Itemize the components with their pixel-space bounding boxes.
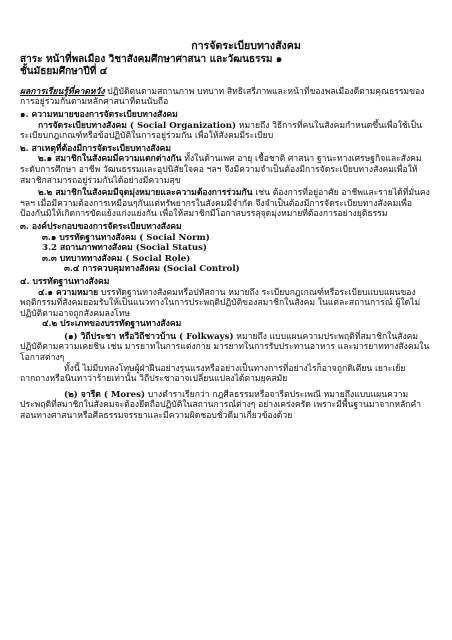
grade-line: ชั้นมัธยมศึกษาปีที่ ๔ [20,66,108,78]
folkways-text: หมายถึง แบบแผนความประพฤติที่สมาชิกในสังคมปฏิบัติตามความเคยชิน เช่น มารยาทในการแต่งกาย มารยาทในการรับประทานอาหาร และมารยาททางสังคมในโอกาสต่างๆ [20,331,430,364]
folkways-paragraph [20,332,432,364]
section-2-heading: ๒. สาเหตุที่ต้องมีการจัดระเบียบทางสังคม [20,143,172,154]
section-2-1-label: ๒.๑ สมาชิกในสังคมมีความแตกต่างกัน [38,154,182,165]
section-2-1 [20,154,432,186]
mores-text: บางตำราเรียกว่า กฎศีลธรรมหรือจารีตประเพณี หมายถึงแบบแผนความประพฤติที่สมาชิกในสังคมจะต้องยึดถือปฏิบัติในสถานการณ์ต่างๆ อย่างเคร่งครัด เพราะมีพื้นฐานมาจากหลักคำสอนทางศาสนาหรือศีลธรรมจรรยาและมีความผิดชอบชั่วดีมาเกี่ยวข้องด้วย [20,389,422,422]
learning-outcome-text: ปฏิบัติตนตามสถานภาพ บทบาท สิทธิเสรีภาพและหน้าที่ของพลเมืองดีตามคุณธรรมของการอยู่ร่วมกันตามหลักศาสนาที่ตนนับถือ [20,86,425,108]
section-3-item: ๓.๑ บรรทัดฐานทางสังคม ( Social Norm) [42,232,210,243]
subject-line: สาระ หน้าที่พลเมือง วิชาสังคมศึกษาศาสนา และวัฒนธรรม ๑ [20,54,283,65]
section-2-1-text: ทั้งในด้านเพศ อายุ เชื้อชาติ ศาสนา ฐานะทางเศรษฐกิจและสังคม ระดับการศึกษา อาชีพ วัฒนธรรมและอุปนิสัยใจคอ ฯลฯ จึงมีความจำเป็นต้องมีการจัดระเบียบทางสังคมเพื่อให้สมาชิกสามารถอยู่ร่วมกันได้อย่างมีความสุข [20,154,422,186]
section-4-heading: ๔. บรรทัดฐานทางสังคม [20,276,110,287]
section-1-heading: ๑. ความหมายของการจัดระเบียบทางสังคม [20,110,178,120]
section-3-item: ๓.๔ การควบคุมทางสังคม (Social Control) [64,264,240,275]
section-4-2-heading: ๔.๒ ประเภทของบรรทัดฐานทางสังคม [42,319,182,330]
folkways-paragraph-2: ทั้งนี้ ไม่มีบทลงโทษผู้ฝ่าฝืนอย่างรุนแรงหรืออย่างเป็นทางการที่อย่างไรก็อาจถูกติเตียน เยาะเย้ยถากถางหรือนินทาว่าร้ายเท่านั้น วิถีประชาอาจเปลี่ยนแปลงได้ตามยุคสมัย [20,363,406,385]
learning-outcome [20,87,432,108]
learning-outcome-label: ผลการเรียนรู้ที่คาดหวัง [20,86,105,97]
section-2-2 [20,188,432,220]
section-1-text: หมายถึง วิธีการที่คนในสังคมกำหนดขึ้นเพื่อใช้เป็นระเบียบกฎเกณฑ์หรือข้อปฏิบัติในการอยู่ร่วมกัน เพื่อให้สังคมมีระเบียบ [20,120,423,142]
section-2-2-text: เช่น ต้องการที่อยู่อาศัย อาชีพและรายได้ที่มั่นคง ฯลฯ เมื่อมีความต้องการเหมือนๆกันแต่ทรัพยากรในสังคมมีจำกัด จึงจำเป็นต้องมีการจัดระเบียบทางสังคมเพื่อป้องกันมิให้เกิดการขัดแย้งแก่งแย่งกัน เพื่อให้สมาชิกมีโอกาสบรรลุจุดมุ่งหมายที่ต้องการอย่างยุติธรรม [20,188,430,220]
document-title: การจัดระเบียบทางสังคม [191,40,301,52]
folkways-label: (๑) วิถีประชา หรือวิถีชาวบ้าน ( Folkways) [64,331,234,342]
section-1-term: การจัดระเบียบทางสังคม ( Social Organization) [38,120,237,131]
mores-paragraph [20,390,432,422]
section-3-item: 3.2 สถานภาพทางสังคม (Social Status) [42,243,207,254]
section-4-1-text: บรรทัดฐานทางสังคมหรือปทัสถาน หมายถึง ระเบียบกฎเกณฑ์หรือระเบียบแบบแผนของพฤติกรรมที่สังคมยอมรับให้เป็นแนวทางในการประพฤติปฏิบัติของสมาชิกในสังคม ในแต่ละสถานการณ์ ผู้ใดไม่ปฏิบัติตามอาจถูกสังคมลงโทษ [20,287,421,319]
section-1-body [20,121,432,142]
section-3-heading: ๓. องค์ประกอบของการจัดระเบียบทางสังคม [20,221,182,232]
section-2-2-label: ๒.๒ สมาชิกในสังคมมีจุดมุ่งหมายและความต้องการร่วมกัน [38,188,253,199]
section-3-item: ๓.๓ บทบาททางสังคม ( Social Role) [42,253,191,264]
mores-label: (๒) จารีต ( Mores) [64,389,146,400]
section-4-1-label: ๔.๑ ความหมาย [38,287,99,298]
section-4-1 [20,288,432,320]
